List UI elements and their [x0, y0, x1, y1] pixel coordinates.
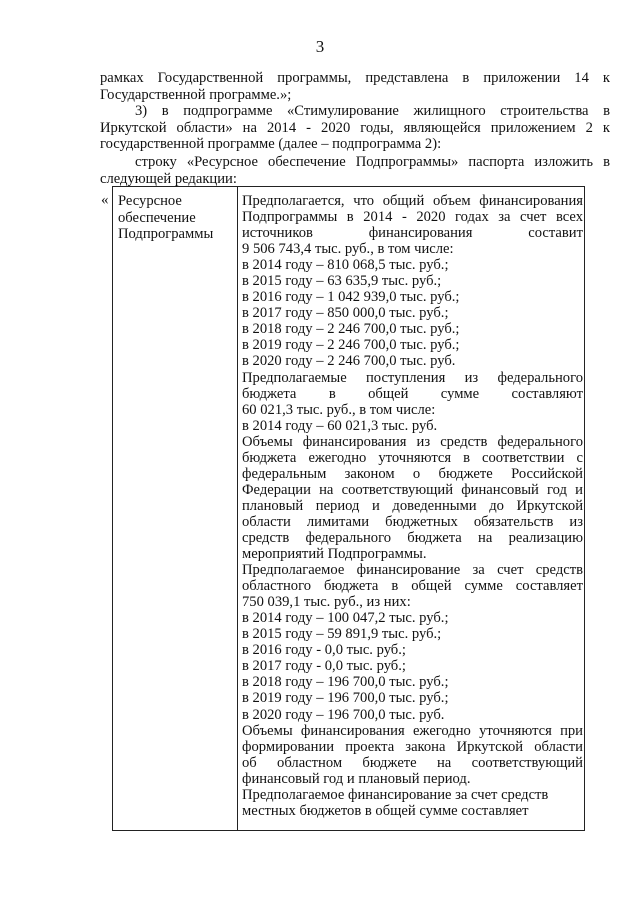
- content-line: областного бюджета в общей сумме составляет: [242, 578, 583, 595]
- resource-table: [112, 186, 585, 831]
- content-line: формировании проекта закона Иркутской области: [242, 738, 583, 755]
- row-content-cell: [242, 193, 583, 819]
- content-line: 9 506 743,4 тыс. руб., в том числе:: [242, 241, 454, 258]
- row-label-line: Ресурсное: [118, 193, 182, 209]
- content-line: в 2016 году – 1 042 939,0 тыс. руб.;: [242, 289, 460, 306]
- opening-quote: «: [101, 192, 109, 208]
- content-line: в 2015 году – 63 635,9 тыс. руб.;: [242, 273, 442, 290]
- content-line: Предполагаемые поступления из федерального: [242, 369, 583, 386]
- content-line: источников финансирования составит: [242, 225, 583, 242]
- paragraph-1: [100, 70, 610, 103]
- content-line: в 2014 году – 810 068,5 тыс. руб.;: [242, 257, 449, 274]
- content-line: в 2017 году – 850 000,0 тыс. руб.;: [242, 305, 449, 322]
- content-line: 750 039,1 тыс. руб., из них:: [242, 594, 411, 611]
- content-line: в 2019 году – 196 700,0 тыс. руб.;: [242, 690, 449, 707]
- paragraph-3: [100, 154, 610, 187]
- paragraph-line: следующей редакции:: [100, 170, 237, 187]
- content-line: бюджета в общей сумме составляют: [242, 385, 583, 402]
- content-line: федеральным законом о бюджете Российской: [242, 465, 583, 482]
- content-line: Предполагаемое финансирование за счет средств: [242, 562, 583, 579]
- paragraph-2: [100, 103, 610, 153]
- content-line: мероприятий Подпрограммы.: [242, 546, 427, 563]
- content-line: в 2020 году – 2 246 700,0 тыс. руб.: [242, 353, 456, 370]
- content-line: в 2017 году - 0,0 тыс. руб.;: [242, 658, 406, 675]
- paragraph-line: Иркутской области» на 2014 - 2020 годы, являющейся приложением 2 к: [100, 119, 610, 136]
- paragraph-line: строку «Ресурсное обеспечение Подпрограммы» паспорта изложить в: [135, 154, 610, 170]
- row-label-line: обеспечение: [118, 209, 196, 226]
- content-line: Подпрограммы в 2014 - 2020 годах за счет всех: [242, 209, 583, 226]
- content-line: области лимитами бюджетных обязательств из: [242, 513, 583, 530]
- content-line: в 2018 году – 2 246 700,0 тыс. руб.;: [242, 321, 460, 338]
- paragraph-line: государственной программе (далее – подпрограмма 2):: [100, 136, 442, 153]
- content-line: средств федерального бюджета на реализацию: [242, 529, 583, 546]
- paragraph-line: рамках Государственной программы, представлена в приложении 14 к: [100, 70, 610, 86]
- content-line: в 2020 году – 196 700,0 тыс. руб.: [242, 706, 445, 723]
- page-number: 3: [315, 37, 325, 56]
- content-line: Предполагаемое финансирование за счет средств: [242, 786, 549, 803]
- content-line: плановый период и доведенными до Иркутской: [242, 497, 583, 514]
- content-line: финансовый год и плановый период.: [242, 770, 471, 787]
- paragraph-line: 3) в подпрограмме «Стимулирование жилищного строительства в: [135, 103, 610, 119]
- row-label-line: Подпрограммы: [118, 226, 214, 243]
- content-line: в 2015 году – 59 891,9 тыс. руб.;: [242, 626, 442, 643]
- content-line: Предполагается, что общий объем финансирования: [242, 193, 583, 209]
- content-line: в 2019 году – 2 246 700,0 тыс. руб.;: [242, 337, 460, 354]
- column-divider: [237, 187, 238, 830]
- content-line: в 2014 году – 100 047,2 тыс. руб.;: [242, 610, 449, 627]
- content-line: Объемы финансирования ежегодно уточняются при: [242, 722, 583, 739]
- content-line: бюджета ежегодно уточняются в соответствии с: [242, 449, 583, 466]
- content-line: об областном бюджете на соответствующий: [242, 754, 583, 771]
- content-line: 60 021,3 тыс. руб., в том числе:: [242, 401, 436, 418]
- content-line: Федерации на соответствующий финансовый год и: [242, 481, 583, 498]
- content-line: в 2018 году – 196 700,0 тыс. руб.;: [242, 674, 449, 691]
- content-line: в 2016 году - 0,0 тыс. руб.;: [242, 642, 406, 659]
- paragraph-line: Государственной программе.»;: [100, 86, 292, 103]
- content-line: местных бюджетов в общей сумме составляет: [242, 802, 529, 819]
- content-line: Объемы финансирования из средств федерального: [242, 433, 583, 450]
- row-label-cell: [118, 193, 234, 243]
- content-line: в 2014 году – 60 021,3 тыс. руб.: [242, 417, 438, 434]
